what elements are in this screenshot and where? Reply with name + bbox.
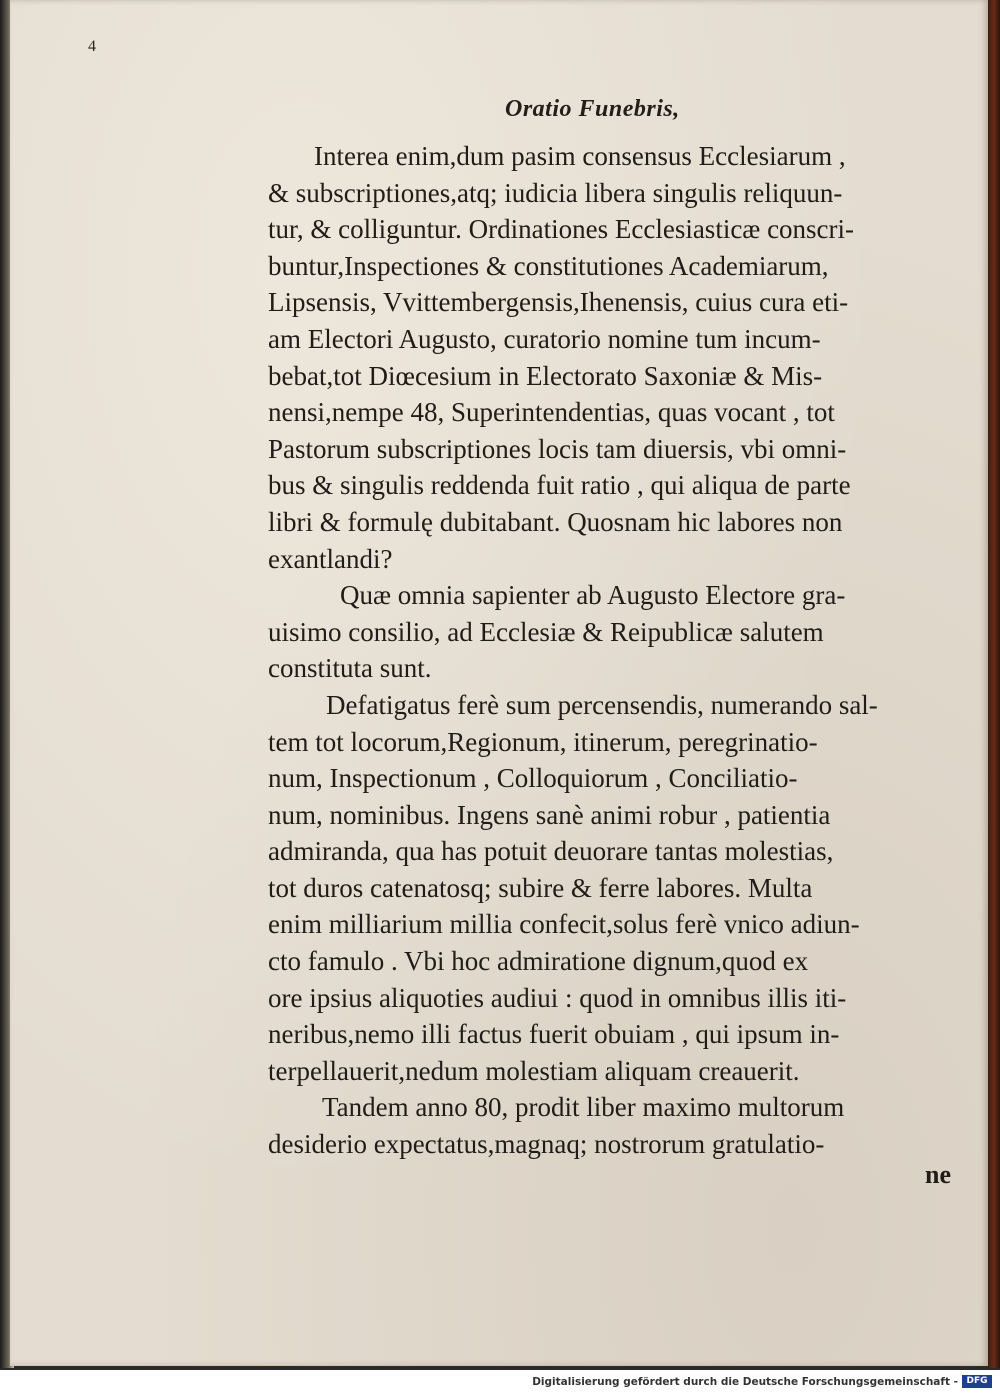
text-line: num, Inspectionum , Colloquiorum , Conciliatio-: [268, 763, 798, 794]
running-head: Oratio Funebris,: [505, 96, 680, 122]
text-line: & subscriptiones,atq; iudicia libera singulis reliquun-: [268, 177, 843, 208]
text-line: enim milliarium millia confecit,solus ferè vnico adiun-: [268, 909, 860, 940]
dfg-logo: DFG: [962, 1375, 992, 1388]
text-line: nensi,nempe 48, Superintendentias, quas vocant , tot: [268, 397, 835, 428]
text-line: exantlandi?: [268, 543, 393, 574]
text-line: bebat,tot Diœcesium in Electorato Saxoniæ & Mis-: [268, 360, 823, 391]
text-line: libri & formulę dubitabant. Quosnam hic labores non: [268, 506, 843, 537]
book-cover-edge: [988, 0, 1000, 1368]
text-line: terpellauerit,nedum molestiam aliquam creauerit.: [268, 1055, 800, 1086]
text-line: Interea enim,dum pasim consensus Ecclesiarum ,: [314, 141, 846, 171]
text-line: am Electori Augusto, curatorio nomine tum incum-: [268, 323, 821, 354]
funding-credit: Digitalisierung gefördert durch die Deutsche Forschungsgemeinschaft -: [532, 1376, 958, 1388]
text-line: Pastorum subscriptiones locis tam diuersis, vbi omni-: [268, 433, 847, 464]
text-line: tem tot locorum,Regionum, itinerum, peregrinatio-: [268, 726, 818, 757]
text-line: buntur,Inspectiones & constitutiones Academiarum,: [268, 250, 829, 281]
text-line: num, nominibus. Ingens sanè animi robur , patientia: [268, 799, 831, 830]
text-line: ore ipsius aliquoties audiui : quod in omnibus illis iti-: [268, 982, 847, 1013]
body-text: [268, 138, 968, 1163]
text-line: Lipsensis, Vvittembergensis,Ihenensis, cuius cura eti-: [268, 287, 849, 318]
text-line: bus & singulis reddenda fuit ratio , qui aliqua de parte: [268, 470, 851, 501]
text-line: tot duros catenatosq; subire & ferre labores. Multa: [268, 872, 813, 903]
text-line: constituta sunt.: [268, 653, 432, 684]
text-line: cto famulo . Vbi hoc admiratione dignum,quod ex: [268, 946, 809, 977]
page-corner-mark: 4: [88, 38, 96, 55]
text-line: admiranda, qua has potuit deuorare tantas molestias,: [268, 836, 834, 867]
text-line: uisimo consilio, ad Ecclesiæ & Reipublicæ salutem: [268, 616, 824, 647]
catchword: ne: [925, 1160, 951, 1189]
text-line: neribus,nemo illi factus fuerit obuiam , qui ipsum in-: [268, 1019, 840, 1050]
text-line: Quæ omnia sapienter ab Augusto Electore gra-: [340, 580, 846, 611]
text-line: desiderio expectatus,magnaq; nostrorum gratulatio-: [268, 1129, 825, 1160]
text-line: tur, & colliguntur. Ordinationes Ecclesiasticæ conscri-: [268, 214, 855, 245]
text-line: Tandem anno 80, prodit liber maximo multorum: [322, 1092, 845, 1123]
text-line: Defatigatus ferè sum percensendis, numerando sal-: [326, 689, 878, 720]
footer-bar: [0, 1370, 1000, 1395]
